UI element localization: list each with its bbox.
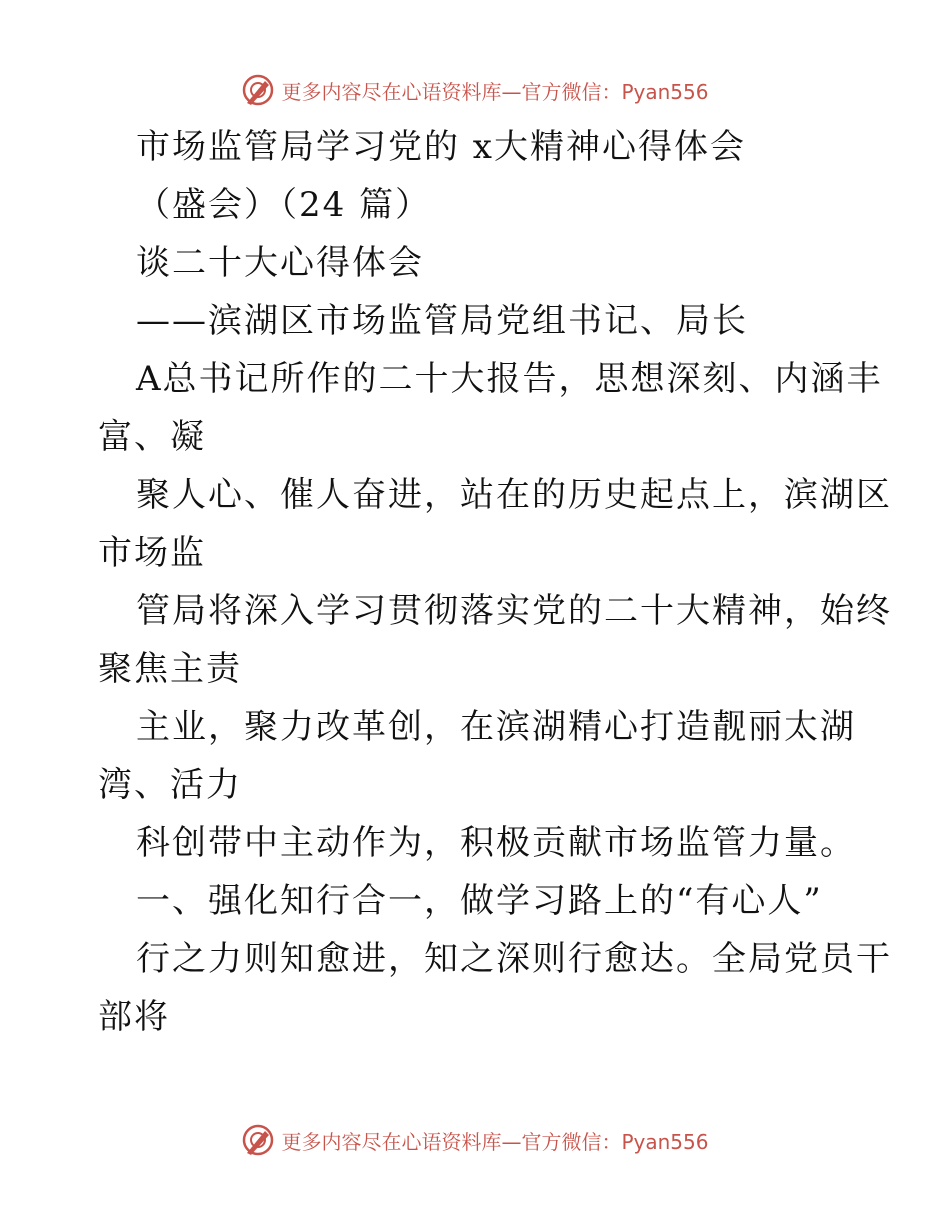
paragraph-line: 部将 (98, 997, 170, 1037)
document-title-line-2: （盛会）（24 篇） (136, 185, 432, 225)
footer-watermark-banner (0, 1120, 950, 1160)
paragraph-line: 富、凝 (98, 417, 206, 457)
watermark-text: 更多内容尽在心语资料库—官方微信：Pyan556 (281, 1129, 709, 1154)
paragraph-line: 市场监 (98, 533, 206, 573)
paragraph-line: 聚焦主责 (98, 649, 242, 689)
watermark-text: 更多内容尽在心语资料库—官方微信：Pyan556 (281, 79, 709, 104)
section-heading: 一、强化知行合一，做学习路上的“有心人” (136, 881, 823, 921)
document-title-line-1: 市场监管局学习党的 x大精神心得体会 (136, 127, 746, 167)
document-body (98, 118, 892, 1046)
article-title: 谈二十大心得体会 (136, 243, 424, 283)
paragraph-line: 聚人心、催人奋进，站在的历史起点上，滨湖区 (136, 475, 892, 515)
paragraph-line: 行之力则知愈进，知之深则行愈达。全局党员干 (136, 939, 892, 979)
paragraph-line: 主业，聚力改革创，在滨湖精心打造靓丽太湖 (136, 707, 856, 747)
header-watermark-banner (0, 70, 950, 110)
pen-logo-icon (241, 73, 275, 107)
article-author: ——滨湖区市场监管局党组书记、局长 (136, 301, 748, 341)
paragraph-line: 管局将深入学习贯彻落实党的二十大精神，始终 (136, 591, 892, 631)
pen-logo-icon (241, 1123, 275, 1157)
paragraph-line: 湾、活力 (98, 765, 242, 805)
paragraph-line: 科创带中主动作为，积极贡献市场监管力量。 (136, 823, 856, 863)
paragraph-line: A总书记所作的二十大报告，思想深刻、内涵丰 (136, 359, 883, 399)
